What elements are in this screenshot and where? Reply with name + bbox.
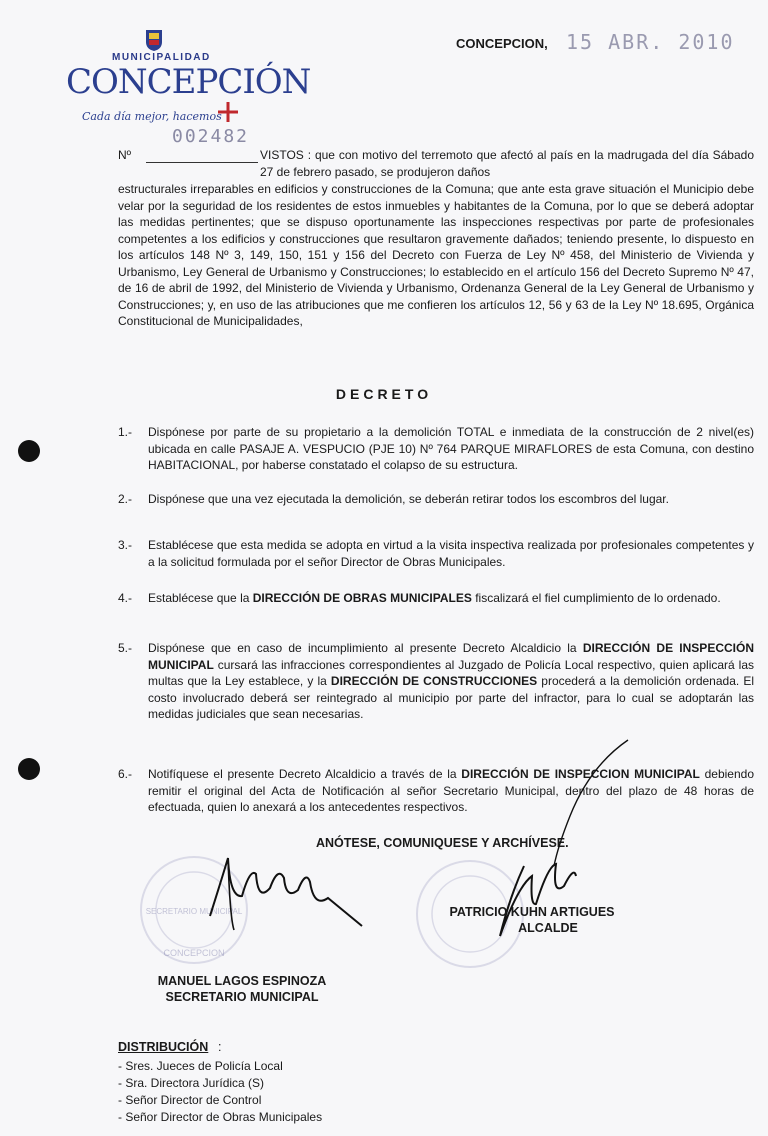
decreto-item-2 [118,491,754,508]
decreto-item-4 [118,590,754,607]
crest-icon [144,28,164,52]
binder-hole-bottom [18,758,40,780]
decreto-item-3 [118,537,754,570]
list-item: - Señor Director de Control [118,1093,262,1107]
logo-wordmark: CONCEPCIÓN [66,62,311,102]
decreto-item-6 [118,766,754,816]
item-text: Establécese que la DIRECCIÓN DE OBRAS MUNICIPALES fiscalizará el fiel cumplimiento de lo ordenado. [148,591,721,605]
list-item: - Señor Director de Obras Municipales [118,1110,323,1124]
vistos-first-line: VISTOS : que con motivo del terremoto que afectó al país en la madrugada del día Sábado 27 de febrero pasado, se produjeron daños [260,148,754,179]
item-number: 3.- [118,538,133,552]
item-text: Dispónese por parte de su propietario a la demolición TOTAL e inmediata de la construcción de 2 nivel(es) ubicada en calle PASAJE A. VESPUCIO (PJE 10) Nº 764 PARQUE MIRAFLORES de esta Comuna, con destino HABITACIONAL, por haberse constatado el colapso de su estructura. [148,425,754,472]
item-number: 1.- [118,425,133,439]
list-item: - Sra. Directora Jurídica (S) [118,1076,265,1090]
item-text: Notifíquese el presente Decreto Alcaldicio a través de la DIRECCIÓN DE INSPECCION MUNICIPAL debiendo remitir el original del Acta de Notificación al señor Secretario Municipal, dentro del plazo de 48 horas de efectuada, quien lo anexará a los antecedentes respectivos. [148,767,754,814]
svg-text:SECRETARIO MUNICIPAL: SECRETARIO MUNICIPAL [145,907,243,916]
item-number: 4.- [118,591,133,605]
distribution-colon: : [218,1040,222,1054]
alcalde-name: PATRICIO KUHN ARTIGUES [449,905,615,919]
distribution-title: DISTRIBUCIÓN [118,1040,209,1054]
number-label: Nº [118,148,132,162]
logo-slogan: Cada día mejor, hacemos [82,110,222,123]
secretario-signature [198,838,368,938]
closing-formula: ANÓTESE, COMUNIQUESE Y ARCHÍVESE. [316,836,569,850]
secretario-title: SECRETARIO MUNICIPAL [165,990,319,1004]
secretario-name: MANUEL LAGOS ESPINOZA [157,974,327,988]
distribution-list [118,1058,322,1126]
date-stamp: 15 ABR. 2010 [566,30,735,54]
item-number: 5.- [118,641,133,655]
item-text: Establécese que esta medida se adopta en virtud a la visita inspectiva realizada por profesionales competentes y a la solicitud formulada por el señor Director de Obras Municipales. [148,538,754,569]
alcalde-title: ALCALDE [518,921,578,935]
decree-number: 002482 [172,126,250,147]
decreto-item-1 [118,424,754,474]
item-number: 6.- [118,767,133,781]
item-number: 2.- [118,492,133,506]
header-city: CONCEPCION, [456,36,548,51]
decreto-title: DECRETO [335,386,433,402]
item-text: Dispónese que una vez ejecutada la demolición, se deberán retirar todos los escombros del lugar. [148,492,669,506]
binder-hole-top [18,440,40,462]
plus-sign-icon [216,100,240,124]
logo-top-text: MUNICIPALIDAD [112,52,211,63]
svg-text:CONCEPCION: CONCEPCION [163,948,225,958]
list-item: - Sres. Jueces de Policía Local [118,1059,283,1073]
municipality-logo [66,28,311,138]
number-underline [146,162,258,163]
vistos-body: estructurales irreparables en edificios y construcciones de la Comuna; que ante esta grave situación el Municipio debe velar por la seguridad de los residentes de estos inmuebles y habitantes de la Comuna, por lo que se deberá adoptar las medidas pertinentes; que se dispuso oportunamente las inspecciones respectivas por parte de profesionales competentes a los edificios y construcciones que resultaron gravemente dañados; teniendo presente, lo dispuesto en los artículos 148 Nº 3, 149, 150, 151 y 156 del Decreto con Fuerza de Ley Nº 458, del Ministerio de Vivienda y Urbanismo, Ley General de Urbanismo y Construcciones; lo establecido en el artículo 156 del Decreto Supremo Nº 47, de 16 de abril de 1992, del Ministerio de Vivienda y Urbanismo, Ordenanza General de la Ley General de Urbanismo y Construcciones; y, en uso de las atribuciones que me confieren los artículos 12, 56 y 63 de la Ley Nº 18.695, Orgánica Constitucional de Municipalidades, [118,182,754,328]
item-text: Dispónese que en caso de incumplimiento al presente Decreto Alcaldicio la DIRECCIÓN DE INSPECCIÓN MUNICIPAL cursará las infracciones correspondientes al Juzgado de Policía Local respectivo, quien aplicará las multas que la Ley establece, y la DIRECCIÓN DE CONSTRUCCIONES procederá a la demolición ordenada. El costo involucrado deberá ser reintegrado al municipio por parte del infractor, para lo cual se adoptarán las medidas judiciales que sean necesarias. [148,641,754,721]
decreto-item-5 [118,640,754,723]
